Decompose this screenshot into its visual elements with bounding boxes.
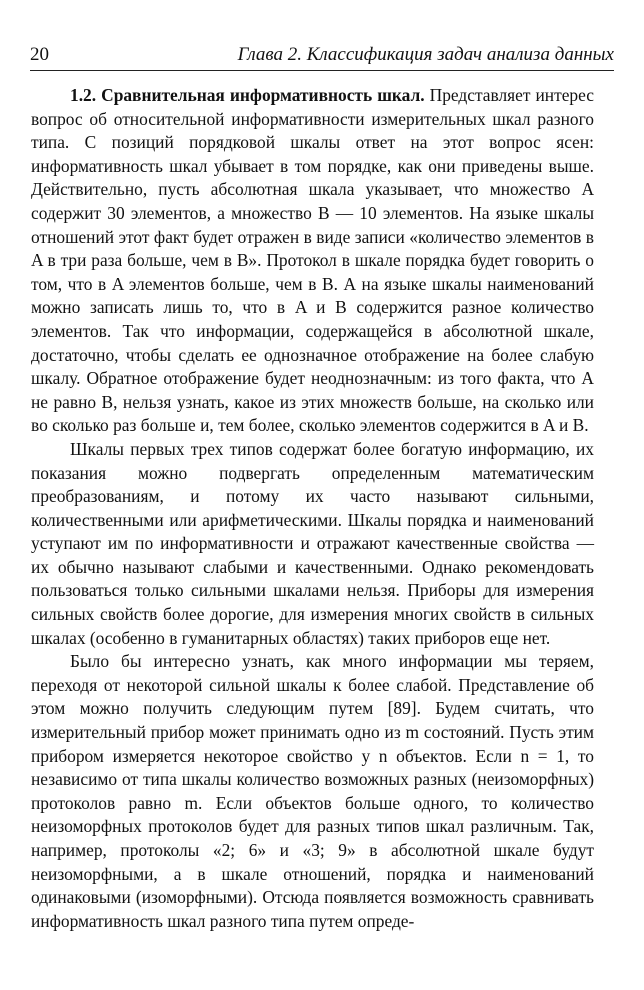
section-lead-text: Представляет интерес вопрос об относительной информативности измерительных шкал разного типа. С позиций порядковой шкалы ответ на этот вопрос ясен: информативность шкал убывает в том порядке, как они приведены выше. Действительно, пусть абсолютная шкала указывает, что множество A содержит 30 элементов, а множество B — 10 элементов. На языке шкалы отношений этот факт будет отражен в виде записи «количество элементов в A в три раза больше, чем в B». Протокол в шкале порядка будет говорить о том, что в A элементов больше, чем в B. А на языке шкалы наименований можно записать лишь то, что в A и B содержится разное количество элементов. Так что информации, содержащейся в абсолютной шкале, достаточно, чтобы сделать ее однозначное отображение на более слабую шкалу. Обратное отображение будет неоднозначным: из того факта, что A не равно B, нельзя узнать, какое из этих множеств больше, на сколько или во сколько раз больше и, тем более, сколько элементов содержится в A и B. bbox=[31, 85, 595, 436]
paragraph: Было бы интересно узнать, как много информации мы теряем, переходя от некоторой сильной шкалы к более слабой. Представление об этом можно получить следующим путем [89]. Будем считать, что измерительный прибор может принимать одно из m состояний. Пусть этим прибором измеряется некоторое свойство у n объектов. Если n = 1, то независимо от типа шкалы количество возможных разных (неизоморфных) протоколов равно m. Если объектов больше одного, то количество неизоморфных протоколов будет для разных типов шкал различным. Так, например, протоколы «2; 6» и «3; 9» в абсолютной шкале будут неизоморфными, а в шкале отношений, порядка и наименований одинаковыми (изоморфными). Отсюда появляется возможность сравнивать информативность шкал разного типа путем опреде- bbox=[31, 651, 594, 931]
page-header bbox=[30, 40, 614, 71]
body-text bbox=[31, 84, 594, 933]
section-paragraph bbox=[31, 84, 594, 438]
running-title: Глава 2. Классификация задач анализа данных bbox=[237, 44, 614, 65]
page-number: 20 bbox=[30, 44, 49, 65]
section-title: 1.2. Сравнительная информативность шкал. bbox=[70, 85, 425, 105]
paragraph: Шкалы первых трех типов содержат более богатую информацию, их показания можно подвергать определенным математическим преобразованиям, и потому их часто называют сильными, количественными или арифметическими. Шкалы порядка и наименований уступают им по информативности и отражают качественные свойства — их обычно называют слабыми и качественными. Однако рекомендовать пользоваться только сильными шкалами нельзя. Приборы для измерения сильных свойств более дорогие, для измерения многих свойств в сильных шкалах (особенно в гуманитарных областях) таких приборов еще нет. bbox=[31, 438, 594, 648]
